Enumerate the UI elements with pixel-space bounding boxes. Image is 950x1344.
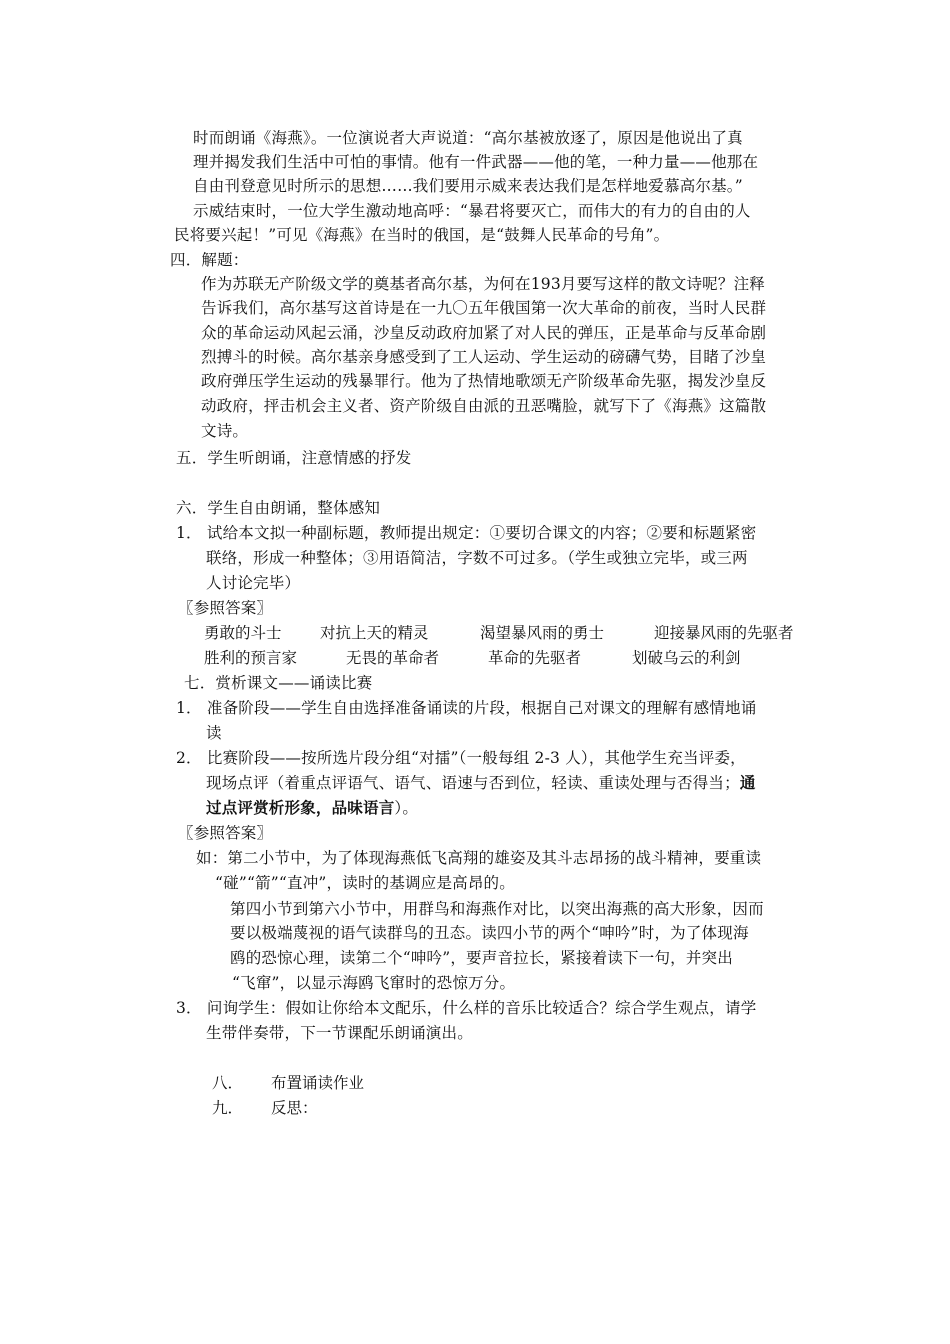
section-6-heading: 六．学生自由朗诵，整体感知 (176, 499, 381, 517)
answer-item: 划破乌云的利剑 (632, 649, 741, 667)
intro-line-2: 理并揭发我们生活中可怕的事情。他有一件武器——他的笔，一种力量——他那在 (193, 153, 759, 171)
answer-item: 对抗上天的精灵 (320, 624, 429, 642)
intro-line-5: 民将要兴起！”可见《海燕》在当时的俄国，是“鼓舞人民革命的号角”。 (174, 226, 670, 244)
section-4-line-7: 文诗。 (201, 422, 249, 440)
item-2-bold-text: 过点评赏析形象，品味语言 (206, 798, 395, 817)
section-6-item-1-line-2: 联络，形成一种整体；③用语简洁，字数不可过多。（学生或独立完毕，或三两 (206, 549, 748, 567)
answer-item: 勇敢的斗士 (204, 624, 282, 642)
section-4-line-6: 动政府，抨击机会主义者、资产阶级自由派的丑恶嘴脸，就写下了《海燕》这篇散 (201, 397, 767, 415)
section-7-item-2-line-1: 2． 比赛阶段——按所选片段分组“对擂”（一般每组 2-3 人），其他学生充当评委， (176, 749, 746, 767)
section-7-answer-line-4: 要以极端蔑视的语气读群鸟的丑态。读四小节的两个“呻吟”时，为了体现海 (230, 924, 749, 942)
item-2-text: ）。 (394, 799, 419, 817)
item-2-text: 现场点评（着重点评语气、语气、语速与否到位，轻读、重读处理与否得当； (206, 774, 740, 792)
answer-item: 迎接暴风雨的先驱者 (654, 624, 794, 642)
section-4-heading: 四．解题： (170, 251, 249, 269)
section-7-answer-line-6: “飞窜”，以显示海鸥飞窜时的恐惊万分。 (232, 974, 516, 992)
intro-line-3: 自由刊登意见时所示的思想……我们要用示威来表达我们是怎样地爱慕高尔基。” (193, 177, 743, 195)
section-7-item-1-line-1: 1． 准备阶段——学生自由选择准备诵读的片段，根据自己对课文的理解有感情地诵 (176, 699, 757, 717)
answer-item: 胜利的预言家 (204, 649, 298, 667)
section-7-answer-line-3: 第四小节到第六小节中，用群鸟和海燕作对比，以突出海燕的高大形象，因而 (230, 900, 764, 918)
section-7-item-2-line-3 (206, 797, 418, 819)
section-8-text: 布置诵读作业 (271, 1074, 365, 1092)
section-7-item-1-line-2: 读 (206, 724, 222, 742)
section-7-item-3-line-2: 生带伴奏带，下一节课配乐朗诵演出。 (206, 1024, 473, 1042)
section-6-answers-row-1 (0, 622, 950, 644)
section-7-heading: 七．赏析课文——诵读比赛 (184, 674, 373, 692)
section-6-item-1-line-1: 1． 试给本文拟一种副标题，教师提出规定：①要切合课文的内容；②要和标题紧密 (176, 524, 757, 542)
section-7-item-2-line-2 (206, 772, 756, 794)
section-9-number: 九． (212, 1099, 244, 1117)
section-6-item-1-line-3: 人讨论完毕） (206, 574, 301, 592)
section-7-answer-line-5: 鸥的恐惊心理，读第二个“呻吟”，要声音拉长，紧接着读下一句，并突出 (230, 949, 733, 967)
section-4-line-2: 告诉我们，高尔基写这首诗是在一九〇五年俄国第一次大革命的前夜，当时人民群 (201, 299, 767, 317)
intro-line-4: 示威结束时，一位大学生激动地高呼：“暴君将要灭亡，而伟大的有力的自由的人 (193, 202, 751, 220)
section-8-number: 八． (212, 1074, 244, 1092)
section-5-heading: 五．学生听朗诵，注意情感的抒发 (176, 449, 412, 467)
answer-item: 渴望暴风雨的勇士 (480, 624, 605, 642)
section-4-line-3: 众的革命运动风起云涌，沙皇反动政府加紧了对人民的弹压，正是革命与反革命剧 (201, 324, 767, 342)
item-2-bold-text: 通 (739, 773, 756, 792)
section-6-answers-row-2 (0, 647, 950, 669)
section-6-answer-label: 〖参照答案〗 (178, 599, 273, 617)
answer-item: 无畏的革命者 (346, 649, 440, 667)
section-7-item-3-line-1: 3． 问询学生：假如让你给本文配乐，什么样的音乐比较适合？综合学生观点，请学 (176, 999, 757, 1017)
section-9 (0, 1097, 950, 1119)
section-8 (0, 1072, 950, 1094)
answer-item: 革命的先驱者 (488, 649, 582, 667)
intro-line-1: 时而朗诵《海燕》。一位演说者大声说道：“高尔基被放逐了，原因是他说出了真 (193, 129, 743, 147)
section-9-text: 反思： (271, 1099, 318, 1117)
section-7-answer-line-1: 如：第二小节中，为了体现海燕低飞高翔的雄姿及其斗志昂扬的战斗精神，要重读 (196, 849, 762, 867)
section-7-answer-line-2: “碰”“箭”“直冲”，读时的基调应是高昂的。 (215, 874, 515, 892)
section-4-line-5: 政府弹压学生运动的残暴罪行。他为了热情地歌颂无产阶级革命先驱，揭发沙皇反 (201, 372, 767, 390)
section-4-line-1: 作为苏联无产阶级文学的奠基者高尔基，为何在193月要写这样的散文诗呢？注释 (201, 275, 765, 293)
section-4-line-4: 烈搏斗的时候。高尔基亲身感受到了工人运动、学生运动的磅礴气势，目睹了沙皇 (201, 348, 767, 366)
section-7-answer-label: 〖参照答案〗 (178, 824, 273, 842)
